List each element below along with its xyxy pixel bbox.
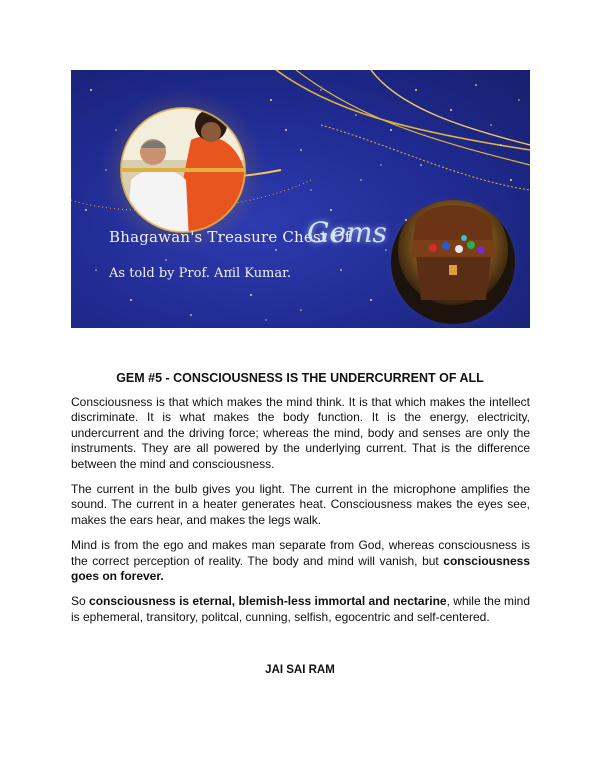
paragraph-3-text: Mind is from the ego and makes man separate from God, whereas consciousness is the correct perception of reality. The body and mind will vanish, but: [71, 538, 530, 568]
header-banner: [71, 70, 530, 328]
paragraph-4: [71, 594, 530, 625]
paragraph-3-emphasis: consciousness goes on forever.: [71, 553, 530, 584]
paragraph-1: Consciousness is that which makes the mind think. It is that which makes the intellect discriminate. It is what makes the body function. It is the energy, electricity, undercurrent and the driving force; whereas the mind, body and senses are only the instruments. They are all powered by the underlying current. That is the difference between the mind and consciousness.: [71, 395, 530, 471]
paragraph-4-emphasis: consciousness is eternal, blemish-less immortal and nectarine: [89, 594, 447, 609]
banner-title: Bhagawan's Treasure Chest Of: [109, 228, 351, 246]
banner-artwork: [71, 70, 530, 328]
article-title: GEM #5 - CONSCIOUSNESS IS THE UNDERCURRENT OF ALL: [116, 371, 484, 385]
article-body: [71, 395, 530, 635]
paragraph-4-lead: So: [71, 594, 90, 609]
banner-title-accent: Gems: [307, 216, 387, 249]
closing-line: JAI SAI RAM: [265, 664, 335, 676]
paragraph-2: The current in the bulb gives you light. The current in the microphone amplifies the sound. The current in a heater generates heat. Consciousness makes the eyes see, makes the ears hear, and makes the legs walk.: [71, 482, 530, 527]
paragraph-3: [71, 538, 530, 584]
paragraph-4-tail: , while the mind is ephemeral, transitory, politcal, cunning, selfish, egocentric and self-centered.: [71, 594, 531, 624]
banner-subtitle: As told by Prof. Anil Kumar.: [109, 266, 292, 281]
